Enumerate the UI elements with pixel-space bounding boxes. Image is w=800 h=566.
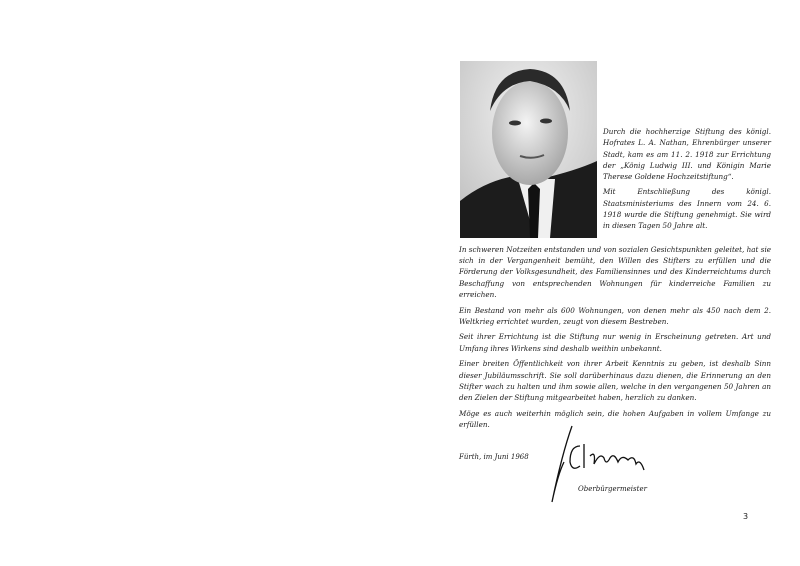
portrait-photo (460, 61, 597, 238)
signature (544, 424, 664, 506)
signature-title: Oberbürgermeister (578, 485, 647, 493)
body-paragraph: Seit ihrer Errichtung ist die Stiftung nur wenig in Erscheinung getreten. Art und Umfang ihres Wirkens sind deshalb weithin unbekannt. (459, 332, 771, 353)
body-paragraph: Einer breiten Öffentlichkeit von ihrer Arbeit Kenntnis zu geben, ist deshalb Sinn dieser Jubiläumsschrift. Sie soll darüberhinaus dazu dienen, die Erinnerung an den Stifter wach zu halten und ihm sowie allen, welche in den vergangenen 50 Jahren an den Zielen der Stiftung mitgearbeitet haben, herzlich zu danken. (459, 359, 771, 402)
caption-text (603, 126, 771, 236)
body-paragraph: Ein Bestand von mehr als 600 Wohnungen, von denen mehr als 450 nach dem 2. Weltkrieg errichtet wurden, zeugt von diesem Bestreben. (459, 305, 771, 326)
place-and-date: Fürth, im Juni 1968 (459, 453, 529, 461)
page-number: 3 (743, 512, 749, 521)
caption-paragraph: Durch die hochherzige Stiftung des königl. Hofrates L. A. Nathan, Ehrenbürger unserer Stadt, kam es am 11. 2. 1918 zur Errichtung der „König Ludwig III. und Königin Marie Therese Goldene Hochzeitstiftung“. (603, 127, 771, 182)
body-paragraph: Möge es auch weiterhin möglich sein, die hohen Aufgaben in vollem Umfange zu erfüllen. (459, 408, 771, 429)
portrait-image (460, 61, 597, 238)
body-paragraph: In schweren Notzeiten entstanden und von sozialen Gesichtspunkten geleitet, hat sie sich in der Vergangenheit bemüht, den Willen des Stifters zu erfüllen und die Förderung der Volksgesundheit, des Familiensinnes und des Kinderreichtums durch Beschaffung von entsprechenden Wohnungen für kinderreiche Familien zu erreichen. (459, 245, 771, 299)
body-text (459, 244, 771, 435)
caption-paragraph: Mit Entschließung des königl. Staatsministeriums des Innern vom 24. 6. 1918 wurde die Stiftung genehmigt. Sie wird in diesen Tagen 50 Jahre alt. (603, 187, 771, 231)
